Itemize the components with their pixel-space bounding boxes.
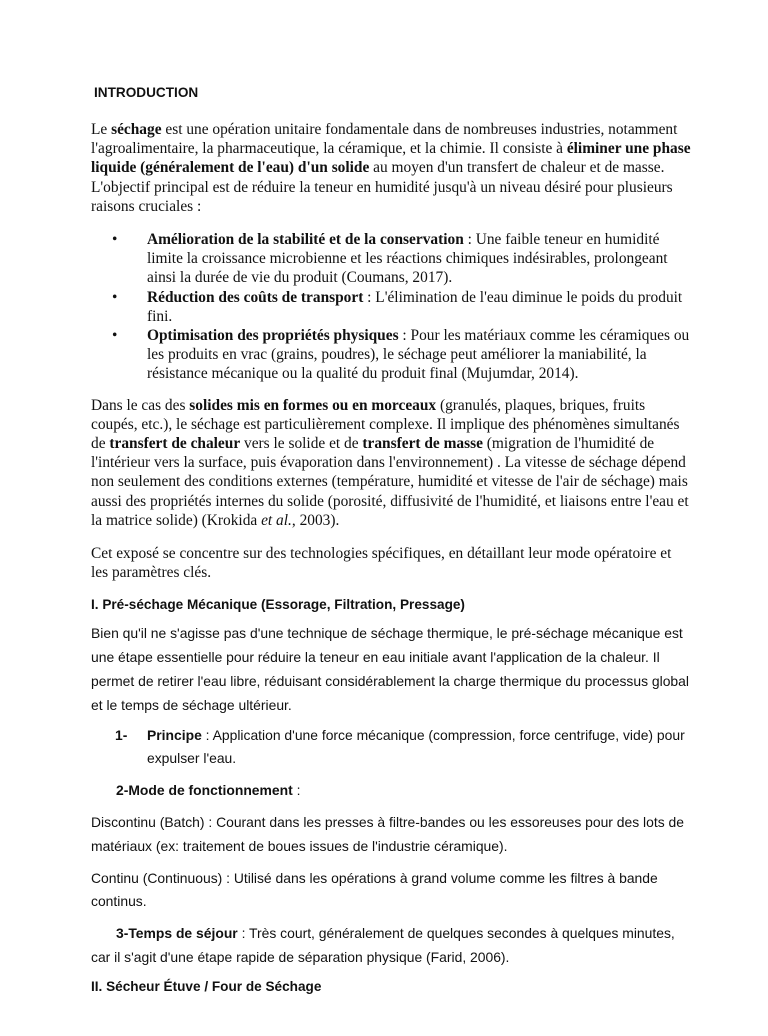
text: au moyen d'un transfert de chaleur et de masse. L'objectif principal est de réduire la teneur en humidité jusqu'à un niveau désiré pour plusieurs raisons cruciales :	[91, 159, 673, 215]
bold-text: transfert de chaleur	[109, 435, 241, 453]
mode-heading	[116, 779, 691, 803]
section-1-paragraph: Bien qu'il ne s'agisse pas d'une technique de séchage thermique, le pré-séchage mécanique est une étape essentielle pour réduire la teneur en eau initiale avant l'application de la chaleur. Il permet de retirer l'eau libre, réduisant considérablement la charge thermique du processus global et le temps de séchage ultérieur.	[91, 625, 689, 713]
bold-text: Principe	[147, 726, 202, 743]
text: Dans le cas des	[91, 396, 190, 414]
bold-text: transfert de masse	[362, 435, 483, 453]
intro-paragraph-1	[91, 120, 691, 216]
list-number: 1-	[115, 726, 128, 743]
text: vers le solide et de	[240, 435, 363, 453]
list-item	[91, 288, 691, 326]
list-item	[91, 326, 691, 384]
text: , 2003).	[291, 511, 340, 529]
bold-text: 3-Temps de séjour	[116, 925, 238, 942]
section-2-heading: II. Sécheur Étuve / Four de Séchage	[91, 978, 322, 994]
bullet-text: : Une faible teneur en humidité limite la croissance microbienne et les réactions chimiques indésirables, prolongeant ainsi la durée de vie du produit (Coumans, 2017).	[147, 231, 668, 287]
text: : Très court, généralement de quelques secondes à quelques minutes, car il s'agit d'une étape rapide de séparation physique (Farid, 2006).	[91, 925, 675, 966]
text: Le	[91, 121, 112, 138]
bullet-text: : Pour les matériaux comme les céramiques ou les produits en vrac (grains, poudres), le séchage peut améliorer la maniabilité, la résistance mécanique ou la qualité du produit final (Mujumdar, 2014).	[147, 327, 690, 383]
italic-text: et al.	[261, 511, 292, 529]
bullet-title: Réduction des coûts de transport	[147, 288, 364, 306]
bullet-title: Optimisation des propriétés physiques	[147, 327, 399, 345]
text: : Application d'une force mécanique (compression, force centrifuge, vide) pour expulser l'eau.	[147, 726, 685, 767]
text: est une opération unitaire fondamentale dans de nombreuses industries, notamment l'agroalimentaire, la pharmaceutique, la céramique, et la chimie. Il consiste à	[91, 121, 678, 158]
bold-text: 2-Mode de fonctionnement	[116, 782, 293, 799]
section-1-heading: I. Pré-séchage Mécanique (Essorage, Filtration, Pressage)	[91, 597, 465, 613]
list-item	[91, 230, 691, 288]
continu-paragraph: Continu (Continuous) : Utilisé dans les opérations à grand volume comme les filtres à bande continus.	[91, 869, 658, 910]
principe-item	[91, 724, 691, 772]
intro-paragraph-3: Cet exposé se concentre sur des technologies spécifiques, en détaillant leur mode opératoire et les paramètres clés.	[91, 545, 672, 582]
bullet-title: Amélioration de la stabilité et de la conservation	[147, 231, 464, 249]
bold-text: éliminer une phase liquide (généralement de l'eau) d'un solide	[91, 140, 691, 177]
bold-text: séchage	[111, 121, 162, 138]
discontinu-paragraph: Discontinu (Batch) : Courant dans les presses à filtre-bandes ou les essoreuses pour des lots de matériaux (ex: traitement de boues issues de l'industrie céramique).	[91, 814, 684, 854]
intro-bullet-list	[91, 230, 691, 384]
bold-text: solides mis en formes ou en morceaux	[189, 396, 437, 414]
intro-heading: INTRODUCTION	[94, 85, 199, 100]
text: (migration de l'humidité de l'intérieur vers la surface, puis évaporation dans l'environnement) . La vitesse de séchage dépend non seulement des conditions externes (température, humidité et vitesse de l'air de séchage) mais aussi des propriétés internes du solide (porosité, diffusivité de l'humidité, et liaisons entre l'eau et la matrice solide) (Krokida	[91, 435, 689, 529]
text: (granulés, plaques, briques, fruits coupés, etc.), le séchage est particulièrement complexe. Il implique des phénomènes simultanés de	[91, 396, 680, 453]
temps-paragraph	[91, 922, 691, 970]
bullet-text: : L'élimination de l'eau diminue le poids du produit fini.	[147, 288, 683, 325]
intro-paragraph-2	[91, 396, 691, 530]
text: :	[292, 782, 301, 799]
